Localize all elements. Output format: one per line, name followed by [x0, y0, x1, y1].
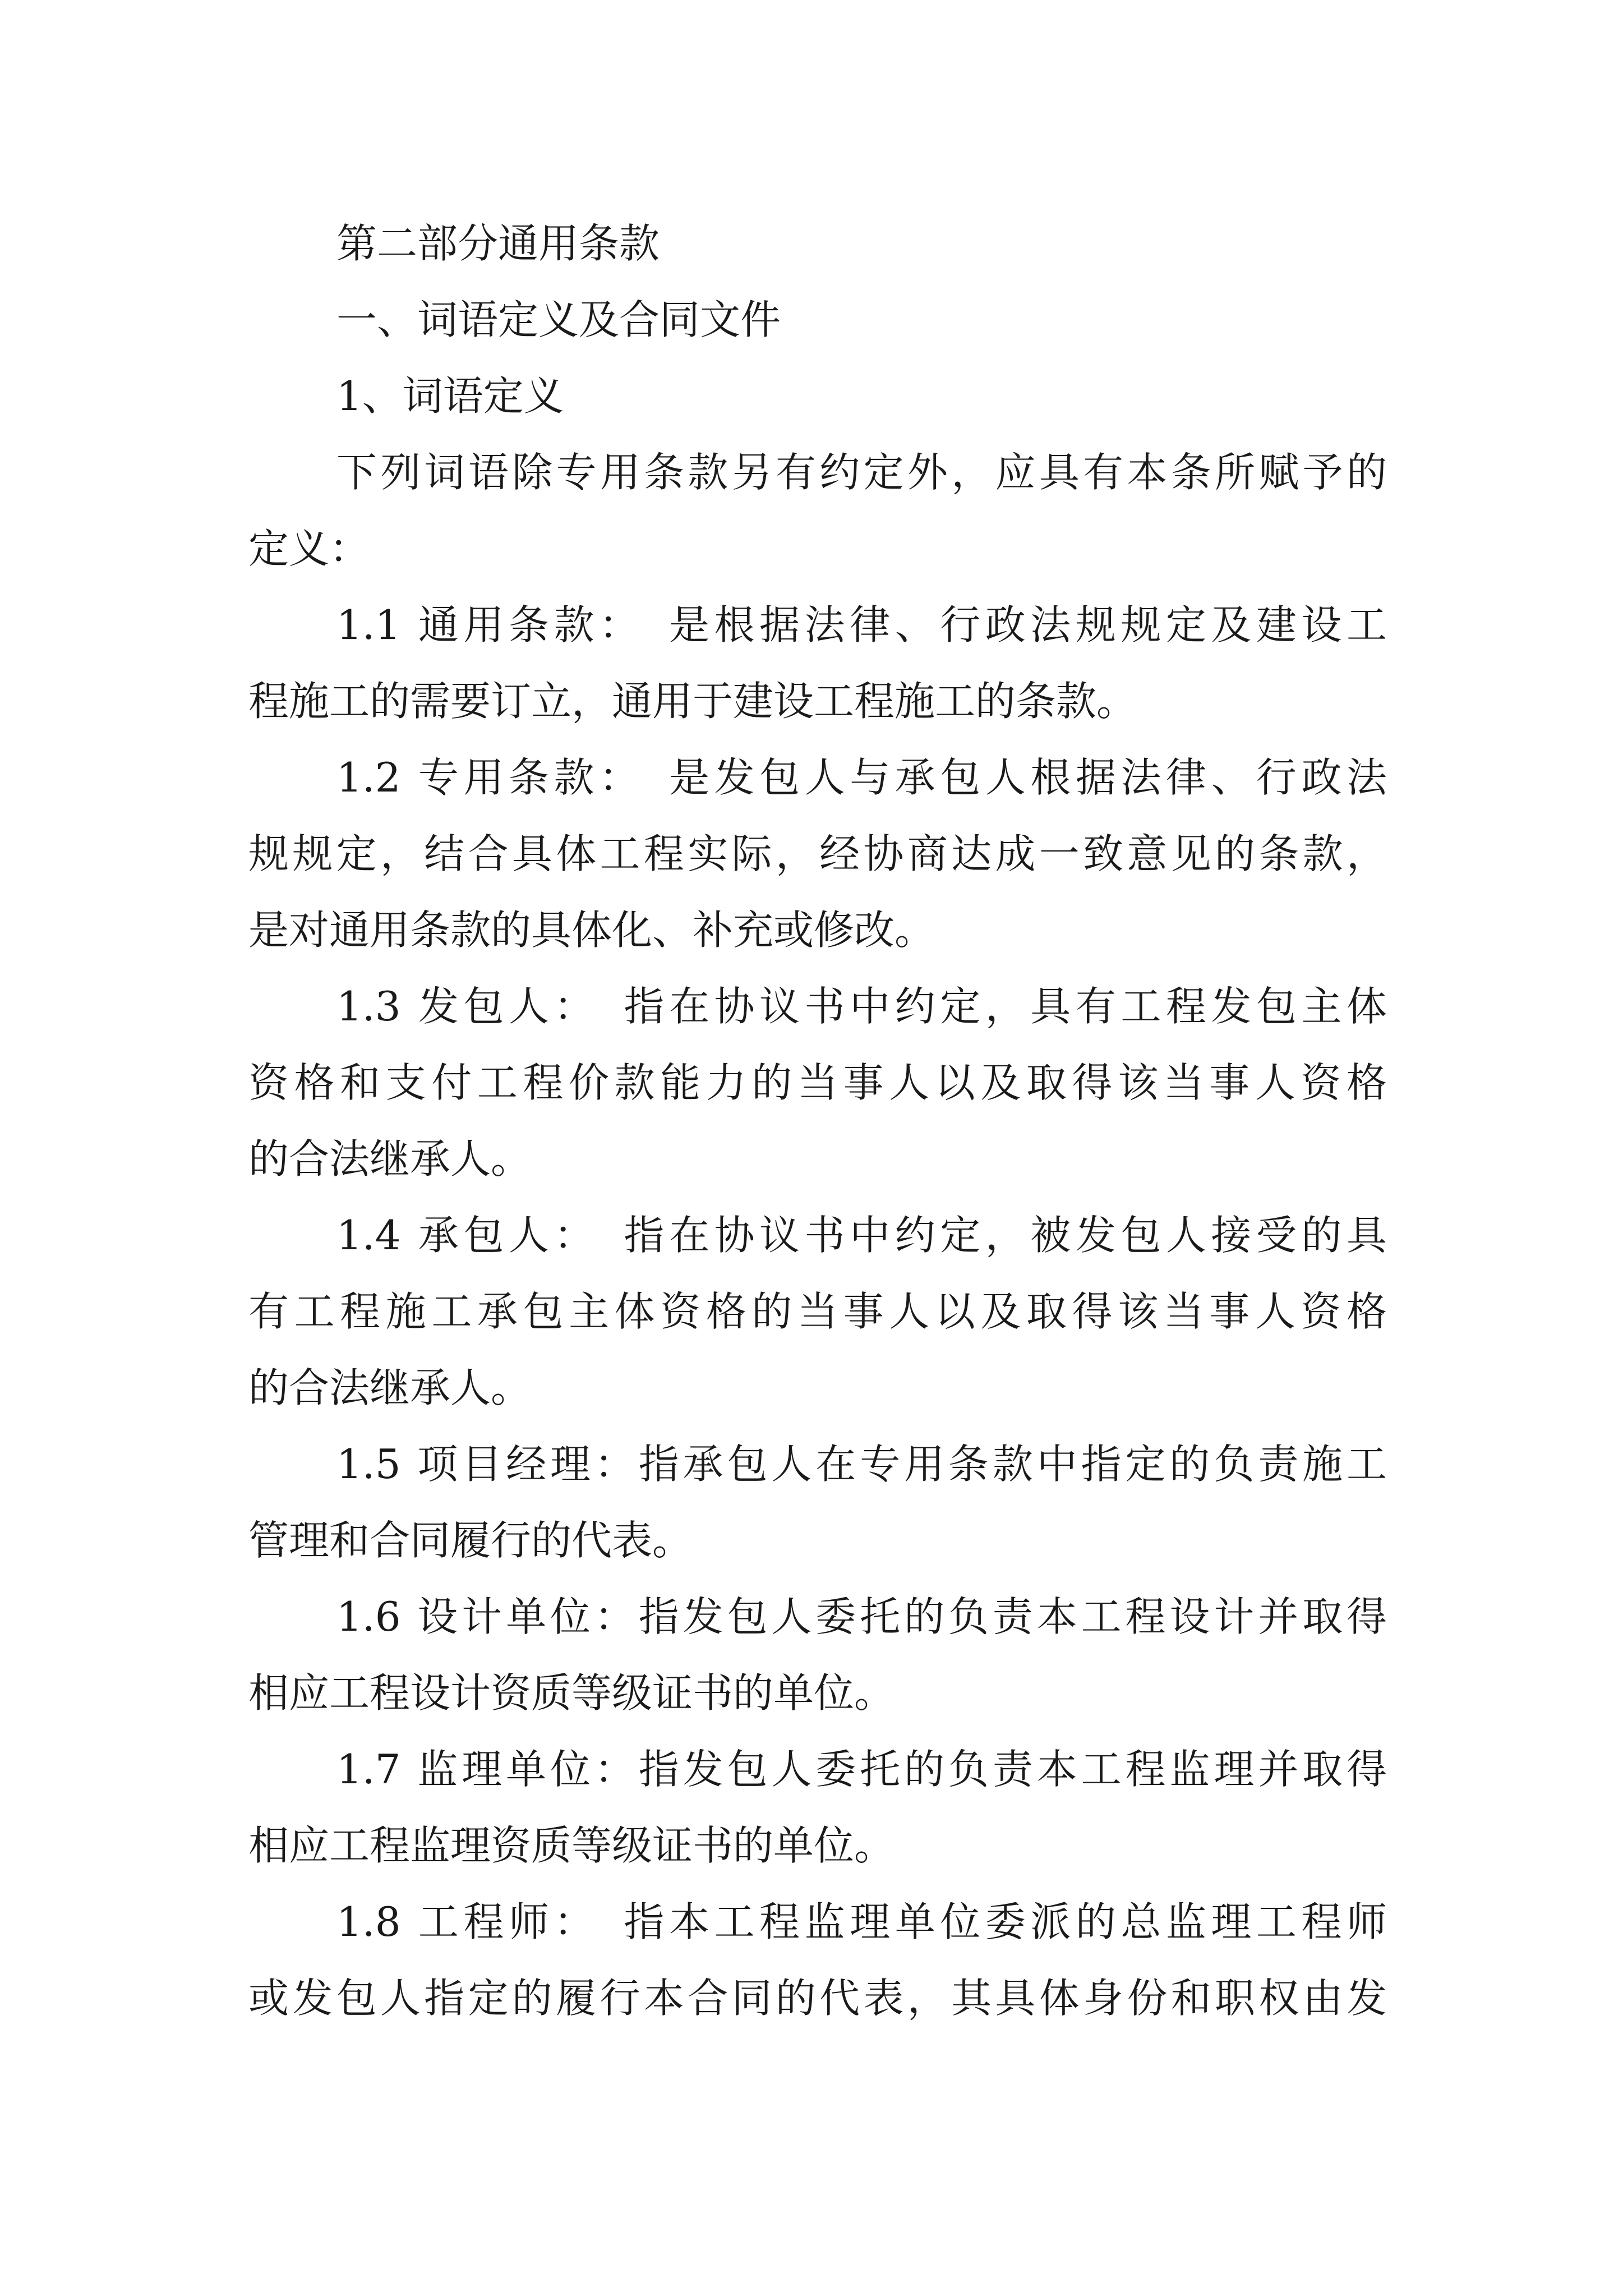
clause-1-7-line-1: 1.7 监理单位：指发包人委托的负责本工程监理并取得	[336, 1746, 1387, 1793]
intro-line-2: 定义：	[248, 525, 370, 572]
section-title: 一、词语定义及合同文件	[336, 296, 781, 343]
part-title: 第二部分通用条款	[336, 220, 660, 267]
clause-1-8-line-2: 或发包人指定的履行本合同的代表，其具体身份和职权由发	[248, 1975, 1387, 2022]
clause-1-6-line-2: 相应工程设计资质等级证书的单位。	[248, 1669, 895, 1717]
clause-1-8-line-1: 1.8 工程师： 指本工程监理单位委派的总监理工程师	[336, 1898, 1387, 1945]
clause-1-7-line-2: 相应工程监理资质等级证书的单位。	[248, 1822, 895, 1869]
clause-1-5-line-1: 1.5 项目经理：指承包人在专用条款中指定的负责施工	[336, 1441, 1387, 1488]
clause-1-6-line-1: 1.6 设计单位：指发包人委托的负责本工程设计并取得	[336, 1593, 1387, 1640]
intro-line-1: 下列词语除专用条款另有约定外，应具有本条所赋予的	[336, 449, 1387, 496]
clause-1-1-line-2: 程施工的需要订立，通用于建设工程施工的条款。	[248, 678, 1137, 725]
clause-1-5-line-2: 管理和合同履行的代表。	[248, 1517, 693, 1564]
clause-1-3-line-2: 资格和支付工程价款能力的当事人以及取得该当事人资格	[248, 1059, 1387, 1106]
clause-1-4-line-2: 有工程施工承包主体资格的当事人以及取得该当事人资格	[248, 1288, 1387, 1335]
clause-1-1-line-1: 1.1 通用条款： 是根据法律、行政法规规定及建设工	[336, 601, 1387, 648]
clause-1-2-line-1: 1.2 专用条款： 是发包人与承包人根据法律、行政法	[336, 754, 1387, 801]
clause-1-3-line-1: 1.3 发包人： 指在协议书中约定，具有工程发包主体	[336, 983, 1387, 1030]
clause-1-2-line-3: 是对通用条款的具体化、补充或修改。	[248, 907, 935, 954]
clause-1-4-line-1: 1.4 承包人： 指在协议书中约定，被发包人接受的具	[336, 1212, 1387, 1259]
clause-1-3-line-3: 的合法继承人。	[248, 1135, 532, 1182]
subsection-title: 1、词语定义	[336, 372, 564, 420]
clause-1-2-line-2: 规规定，结合具体工程实际，经协商达成一致意见的条款，	[248, 830, 1387, 877]
clause-1-4-line-3: 的合法继承人。	[248, 1364, 532, 1411]
